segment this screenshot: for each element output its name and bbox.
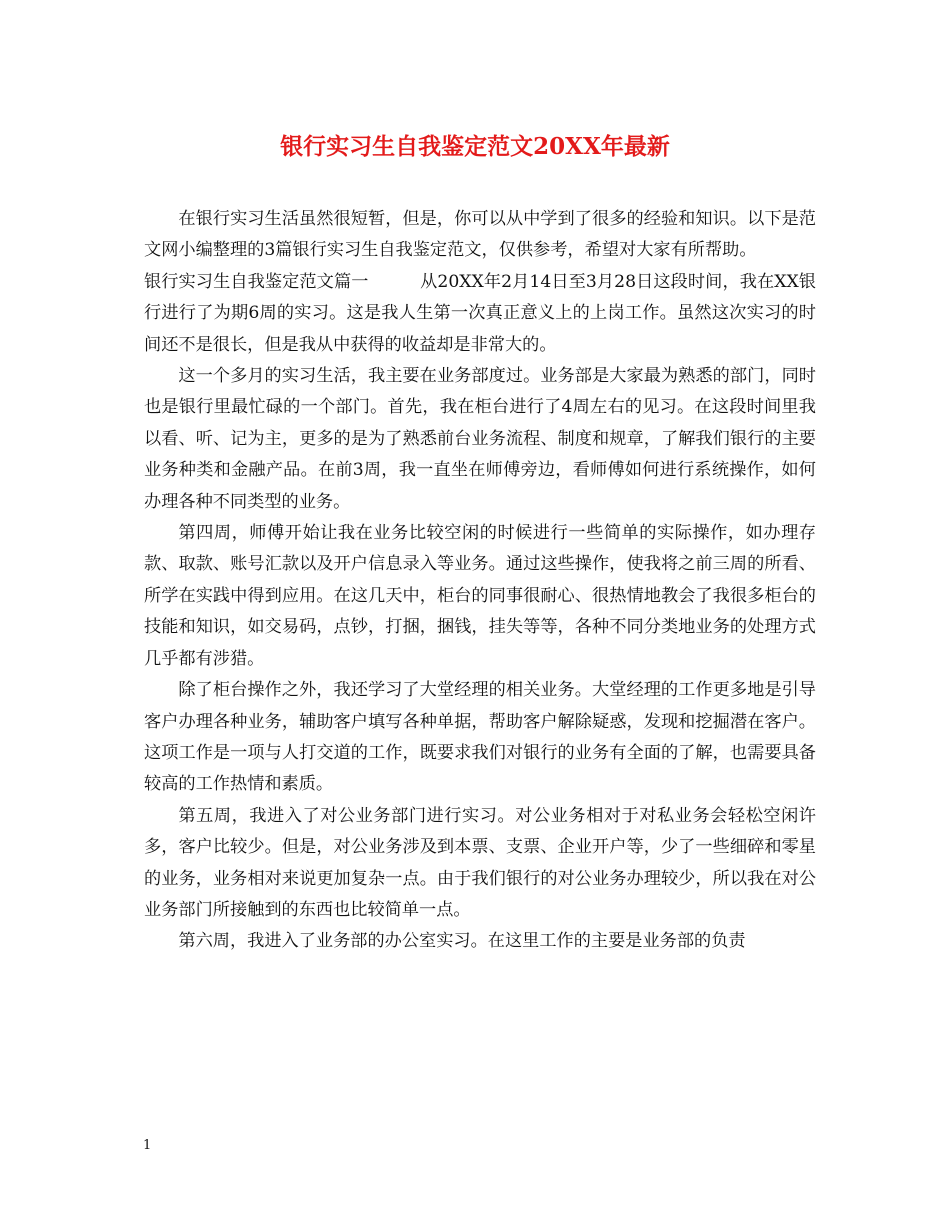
section-first-text: 从20XX年2月14日至3月28日这段时间，我在XX银行进行了为期6周的实习。这是我人生第一次真正意义上的上岗工作。虽然这次实习的时间还不是很长，但是我从中获得的收益却是非常大的。 bbox=[144, 271, 816, 355]
body-paragraph-4: 第五周，我进入了对公业务部门进行实习。对公业务相对于对私业务会轻松空闲许多，客户比较少。但是，对公业务涉及到本票、支票、企业开户等，少了一些细碎和零星的业务，业务相对来说更加复杂一点。由于我们银行的对公业务办理较少，所以我在对公业务部门所接触到的东西也比较简单一点。 bbox=[144, 805, 816, 920]
body-paragraph-5: 第六周，我进入了业务部的办公室实习。在这里工作的主要是业务部的负责 bbox=[178, 931, 746, 952]
intro-paragraph: 在银行实习生活虽然很短暂，但是，你可以从中学到了很多的经验和知识。以下是范文网小编整理的3篇银行实习生自我鉴定范文，仅供参考，希望对大家有所帮助。 bbox=[144, 209, 816, 261]
document-title: 银行实习生自我鉴定范文20XX年最新 bbox=[280, 133, 670, 160]
document-body bbox=[144, 204, 816, 958]
body-paragraph-1: 这一个多月的实习生活，我主要在业务部度过。业务部是大家最为熟悉的部门，同时也是银行里最忙碌的一个部门。首先，我在柜台进行了4周左右的见习。在这段时间里我以看、听、记为主，更多的是为了熟悉前台业务流程、制度和规章，了解我们银行的主要业务种类和金融产品。在前3周，我一直坐在师傅旁边，看师傅如何进行系统操作，如何办理各种不同类型的业务。 bbox=[144, 366, 816, 512]
section-heading: 银行实习生自我鉴定范文篇一 bbox=[144, 271, 369, 292]
body-paragraph-2: 第四周，师傅开始让我在业务比较空闲的时候进行一些简单的实际操作，如办理存款、取款、账号汇款以及开户信息录入等业务。通过这些操作，使我将之前三周的所看、所学在实践中得到应用。在这几天中，柜台的同事很耐心、很热情地教会了我很多柜台的技能和知识，如交易码，点钞，打捆，捆钱，挂失等等，各种不同分类地业务的处理方式几乎都有涉猎。 bbox=[144, 523, 816, 669]
page-number: 1 bbox=[143, 1138, 152, 1153]
body-paragraph-3: 除了柜台操作之外，我还学习了大堂经理的相关业务。大堂经理的工作更多地是引导客户办理各种业务，辅助客户填写各种单据，帮助客户解除疑惑，发现和挖掘潜在客户。这项工作是一项与人打交道的工作，既要求我们对银行的业务有全面的了解，也需要具备较高的工作热情和素质。 bbox=[144, 680, 816, 795]
section-paragraph bbox=[144, 267, 816, 361]
